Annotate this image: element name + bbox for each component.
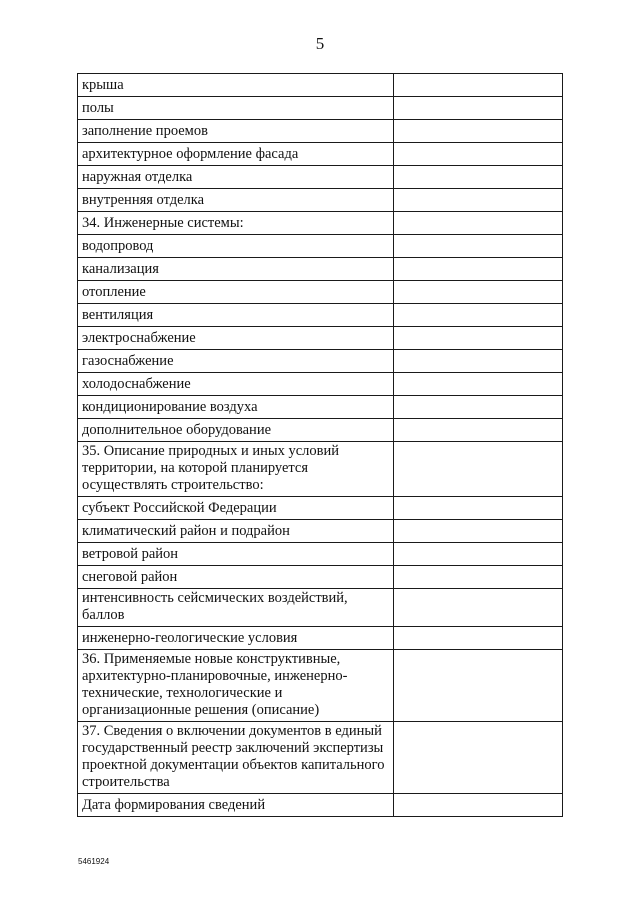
table-row	[78, 281, 563, 304]
row-label: 34. Инженерные системы:	[78, 212, 394, 235]
table-row	[78, 258, 563, 281]
row-label: архитектурное оформление фасада	[78, 143, 394, 166]
row-value-cell	[394, 281, 563, 304]
row-label: вентиляция	[78, 304, 394, 327]
row-value-cell	[394, 722, 563, 794]
row-label: газоснабжение	[78, 350, 394, 373]
row-value-cell	[394, 235, 563, 258]
row-value-cell	[394, 589, 563, 627]
table-row	[78, 497, 563, 520]
row-value-cell	[394, 627, 563, 650]
row-label: климатический район и подрайон	[78, 520, 394, 543]
table-row	[78, 74, 563, 97]
row-label: 37. Сведения о включении документов в единый государственный реестр заключений экспертизы проектной документации объектов капитального строительства	[78, 722, 394, 794]
table-row	[78, 350, 563, 373]
row-value-cell	[394, 212, 563, 235]
table-row	[78, 235, 563, 258]
row-value-cell	[394, 497, 563, 520]
row-label: заполнение проемов	[78, 120, 394, 143]
form-table	[77, 73, 563, 817]
row-label: 36. Применяемые новые конструктивные, архитектурно-планировочные, инженерно-технические, технологические и организационные решения (описание)	[78, 650, 394, 722]
row-label: канализация	[78, 258, 394, 281]
table-row	[78, 650, 563, 722]
document-id: 5461924	[78, 857, 110, 866]
row-value-cell	[394, 543, 563, 566]
row-label: интенсивность сейсмических воздействий, баллов	[78, 589, 394, 627]
row-label: наружная отделка	[78, 166, 394, 189]
row-value-cell	[394, 327, 563, 350]
table-row	[78, 166, 563, 189]
row-label: электроснабжение	[78, 327, 394, 350]
table-row	[78, 97, 563, 120]
row-value-cell	[394, 120, 563, 143]
table-row	[78, 627, 563, 650]
form-table-body	[78, 74, 563, 817]
row-value-cell	[394, 419, 563, 442]
table-row	[78, 120, 563, 143]
row-label: отопление	[78, 281, 394, 304]
row-label: кондиционирование воздуха	[78, 396, 394, 419]
table-row	[78, 442, 563, 497]
row-value-cell	[394, 373, 563, 396]
table-row	[78, 419, 563, 442]
table-row	[78, 396, 563, 419]
row-value-cell	[394, 566, 563, 589]
row-label: инженерно-геологические условия	[78, 627, 394, 650]
row-value-cell	[394, 189, 563, 212]
row-value-cell	[394, 143, 563, 166]
row-label: холодоснабжение	[78, 373, 394, 396]
row-value-cell	[394, 396, 563, 419]
table-row	[78, 304, 563, 327]
row-value-cell	[394, 442, 563, 497]
row-label: субъект Российской Федерации	[78, 497, 394, 520]
page-number: 5	[315, 34, 325, 53]
table-row	[78, 566, 563, 589]
table-row	[78, 794, 563, 817]
row-label: полы	[78, 97, 394, 120]
row-label: ветровой район	[78, 543, 394, 566]
table-row	[78, 722, 563, 794]
row-label: 35. Описание природных и иных условий территории, на которой планируется осуществлять строительство:	[78, 442, 394, 497]
table-row	[78, 543, 563, 566]
row-value-cell	[394, 520, 563, 543]
row-label: Дата формирования сведений	[78, 794, 394, 817]
row-label: крыша	[78, 74, 394, 97]
row-value-cell	[394, 97, 563, 120]
row-label: водопровод	[78, 235, 394, 258]
row-label: дополнительное оборудование	[78, 419, 394, 442]
table-row	[78, 212, 563, 235]
table-row	[78, 327, 563, 350]
row-label: внутренняя отделка	[78, 189, 394, 212]
row-value-cell	[394, 74, 563, 97]
row-value-cell	[394, 304, 563, 327]
row-value-cell	[394, 794, 563, 817]
row-value-cell	[394, 350, 563, 373]
table-row	[78, 143, 563, 166]
table-row	[78, 520, 563, 543]
table-row	[78, 373, 563, 396]
row-label: снеговой район	[78, 566, 394, 589]
table-row	[78, 189, 563, 212]
row-value-cell	[394, 650, 563, 722]
row-value-cell	[394, 166, 563, 189]
table-row	[78, 589, 563, 627]
row-value-cell	[394, 258, 563, 281]
